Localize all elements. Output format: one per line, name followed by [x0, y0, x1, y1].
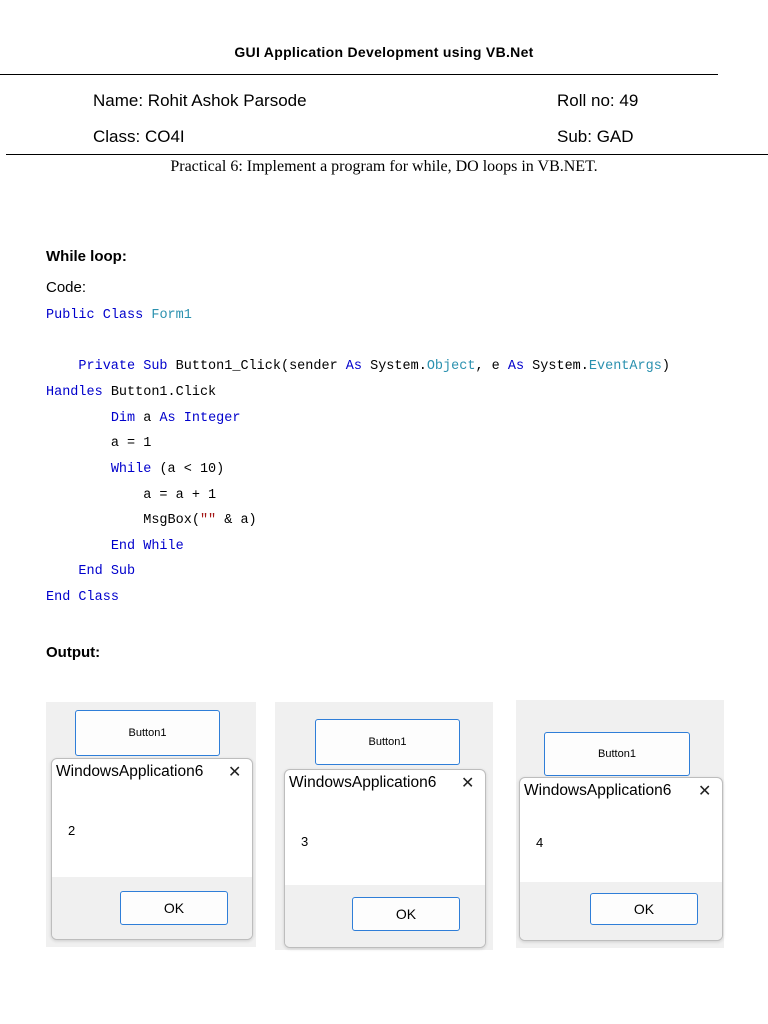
- close-icon[interactable]: ✕: [461, 775, 475, 792]
- code-keyword: While: [110, 462, 152, 477]
- code-keyword: Handles: [46, 385, 103, 400]
- practical-title: Practical 6: Implement a program for while, DO loops in VB.NET.: [170, 158, 598, 175]
- code-keyword: While: [143, 539, 184, 554]
- code-type: EventArgs: [588, 359, 662, 374]
- code-line-6: [46, 463, 224, 477]
- code-keyword: Public: [46, 308, 95, 323]
- code-line-9: [46, 540, 184, 554]
- code-text: (a < 10): [159, 462, 225, 477]
- message-box-dialog: [519, 777, 723, 941]
- dialog-message: 4: [536, 835, 544, 850]
- code-keyword: Sub: [110, 564, 136, 579]
- code-keyword: Class: [102, 308, 144, 323]
- dialog-footer: [520, 882, 722, 940]
- dialog-footer: [52, 877, 252, 939]
- code-text: a: [143, 411, 152, 426]
- dialog-title: WindowsApplication6: [289, 774, 437, 791]
- code-keyword: As: [159, 411, 176, 426]
- student-name: Name: Rohit Ashok Parsode: [93, 91, 307, 110]
- code-keyword: Dim: [110, 411, 136, 426]
- ok-button[interactable]: OK: [590, 893, 698, 925]
- dialog-message: 3: [301, 834, 309, 849]
- code-type: Form1: [151, 308, 192, 323]
- code-keyword: As: [345, 359, 362, 374]
- code-text: a = a + 1: [143, 488, 217, 503]
- code-keyword: End: [46, 590, 71, 605]
- code-line-8: [46, 514, 257, 528]
- form-button[interactable]: Button1: [75, 710, 220, 756]
- dialog-title: WindowsApplication6: [56, 763, 204, 780]
- form-button[interactable]: Button1: [315, 719, 460, 765]
- code-line-1: [46, 309, 192, 323]
- close-icon[interactable]: ✕: [228, 764, 242, 781]
- code-type: Object: [426, 359, 476, 374]
- code-label: Code:: [46, 279, 87, 296]
- code-text: & a): [216, 513, 257, 528]
- code-line-4: [46, 412, 240, 426]
- output-label: Output:: [46, 644, 101, 661]
- code-text: , e: [475, 359, 500, 374]
- code-text: System.: [370, 359, 427, 374]
- student-class: Class: CO4I: [93, 127, 185, 146]
- output-screenshot-1: [46, 702, 256, 947]
- code-keyword: End: [110, 539, 136, 554]
- code-line-2: [46, 360, 670, 374]
- code-keyword: As: [507, 359, 525, 374]
- dialog-title: WindowsApplication6: [524, 782, 672, 799]
- code-line-10: [46, 565, 135, 579]
- ok-button[interactable]: OK: [352, 897, 460, 931]
- code-text: System.: [532, 359, 589, 374]
- code-keyword: Integer: [183, 411, 241, 426]
- code-line-3: [46, 386, 216, 400]
- message-box-dialog: [284, 769, 486, 948]
- code-keyword: Private: [78, 359, 136, 374]
- close-icon[interactable]: ✕: [698, 783, 712, 800]
- ok-button[interactable]: OK: [120, 891, 228, 925]
- info-divider: [6, 154, 768, 155]
- output-screenshot-3: [516, 700, 724, 948]
- code-keyword: Sub: [143, 359, 168, 374]
- code-text: a = 1: [110, 436, 152, 451]
- dialog-footer: [285, 885, 485, 947]
- code-line-5: [46, 437, 151, 451]
- section-heading: While loop:: [46, 248, 127, 265]
- form-button[interactable]: Button1: [544, 732, 690, 776]
- output-screenshot-2: [275, 702, 493, 950]
- message-box-dialog: [51, 758, 253, 940]
- code-line-11: [46, 591, 119, 605]
- code-text: ): [661, 359, 670, 374]
- code-keyword: End: [78, 564, 103, 579]
- dialog-message: 2: [68, 823, 76, 838]
- code-string: "": [199, 513, 217, 528]
- code-text: Button1.Click: [110, 385, 217, 400]
- document-header-title: GUI Application Development using VB.Net: [234, 44, 534, 60]
- code-text: MsgBox(: [143, 513, 200, 528]
- roll-number: Roll no: 49: [557, 91, 639, 110]
- header-divider: [0, 74, 718, 75]
- subject: Sub: GAD: [557, 127, 634, 146]
- code-line-7: [46, 489, 216, 503]
- code-keyword: Class: [78, 590, 119, 605]
- code-text: Button1_Click(sender: [175, 359, 338, 374]
